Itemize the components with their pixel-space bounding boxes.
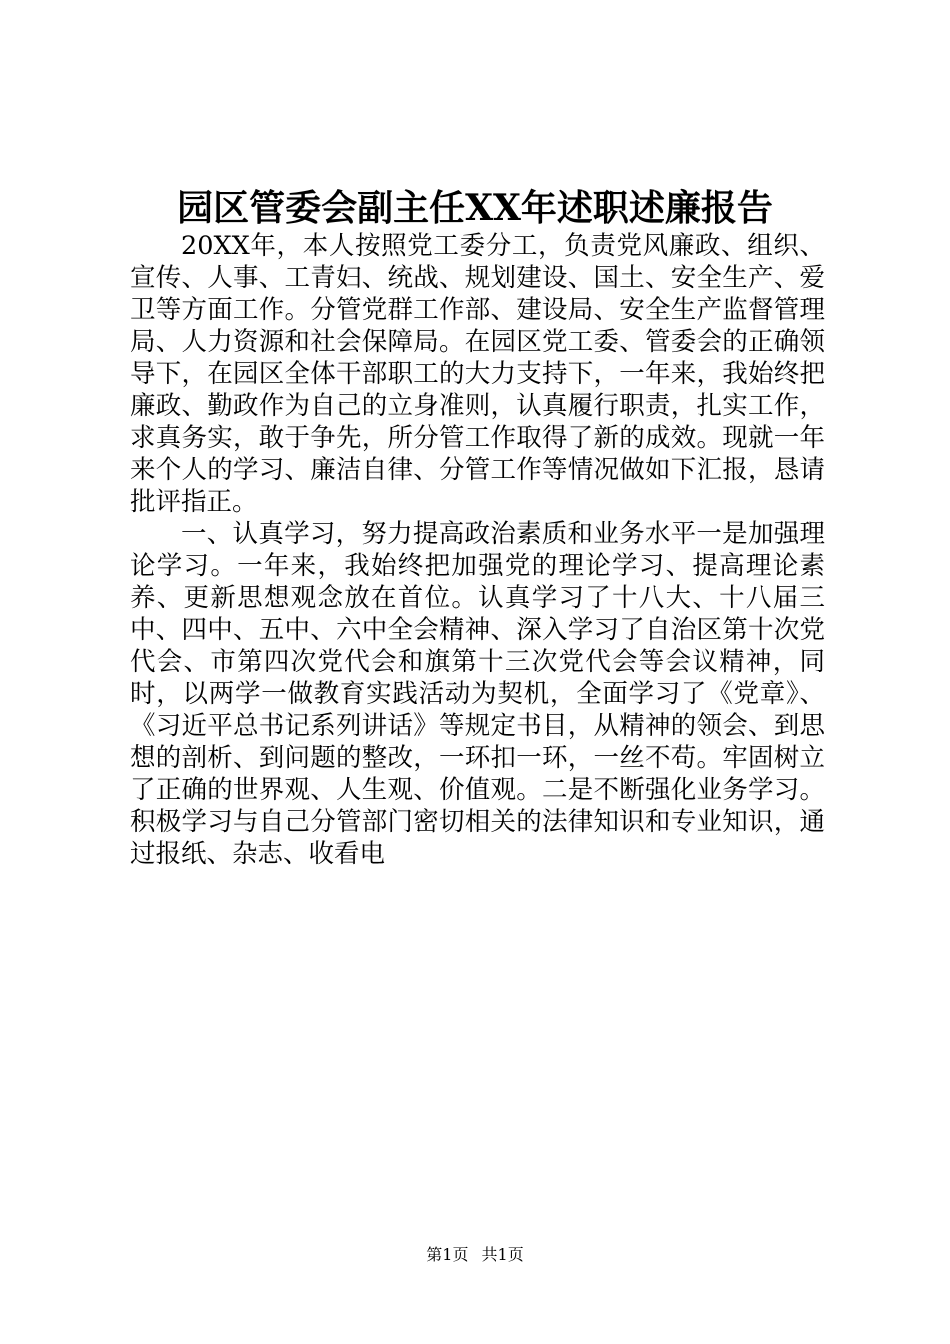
page-number: 第1页 — [426, 1245, 469, 1264]
document-title: 园区管委会副主任XX年述职述廉报告 — [177, 187, 773, 229]
paragraph-intro: 20XX年，本人按照党工委分工，负责党风廉政、组织、宣传、人事、工青妇、统战、规划建设、国土、安全生产、爱卫等方面工作。分管党群工作部、建设局、安全生产监督管理局、人力资源和社会保障局。在园区党工委、管委会的正确领导下，在园区全体干部职工的大力支持下，一年来，我始终把廉政、勤政作为自己的立身准则，认真履行职责，扎实工作，求真务实，敢于争先，所分管工作取得了新的成效。现就一年来个人的学习、廉洁自律、分管工作等情况做如下汇报，恳请批评指正。 — [130, 231, 825, 517]
paragraph-study: 一、认真学习，努力提高政治素质和业务水平一是加强理论学习。一年来，我始终把加强党的理论学习、提高理论素养、更新思想观念放在首位。认真学习了十八大、十八届三中、四中、五中、六中全会精神、深入学习了自治区第十次党代会、市第四次党代会和旗第十三次党代会等会议精神，同时，以两学一做教育实践活动为契机，全面学习了《党章》、《习近平总书记系列讲话》等规定书目，从精神的领会、到思想的剖析、到问题的整改，一环扣一环，一丝不苟。牢固树立了正确的世界观、人生观、价值观。二是不断强化业务学习。积极学习与自己分管部门密切相关的法律知识和专业知识，通过报纸、杂志、收看电 — [130, 519, 825, 869]
page-footer — [0, 1244, 950, 1266]
page-total: 共1页 — [481, 1245, 524, 1264]
document-body — [130, 230, 825, 870]
